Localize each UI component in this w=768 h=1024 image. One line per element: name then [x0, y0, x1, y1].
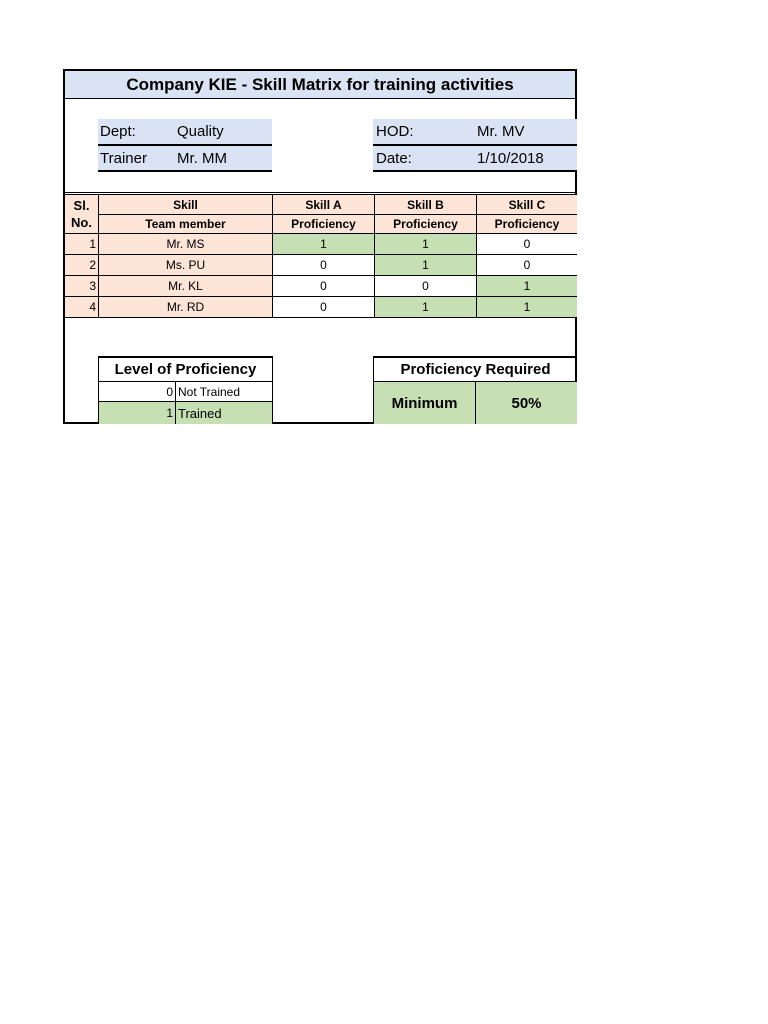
table-row-4-member: Mr. RD	[98, 296, 273, 318]
trainer-underline	[98, 170, 272, 172]
skill-c-header: Skill C	[476, 194, 577, 215]
skill-a-header: Skill A	[272, 194, 375, 215]
skill-b-header: Skill B	[374, 194, 477, 215]
table-row-1-skill-c: 0	[476, 233, 577, 255]
skill-header: Skill	[98, 194, 273, 215]
proficiency-a-header: Proficiency	[272, 214, 375, 234]
table-row-4-skill-a: 0	[272, 296, 375, 318]
table-row-4-skill-b: 1	[374, 296, 477, 318]
proficiency-required-value: 50%	[475, 381, 577, 424]
table-row-1-sl: 1	[65, 233, 99, 255]
legend-level-1: 1	[98, 401, 176, 424]
table-row-4-sl: 4	[65, 296, 99, 318]
legend-level-0: 0	[98, 381, 176, 402]
table-row-3-member: Mr. KL	[98, 275, 273, 297]
trainer-label: Trainer	[100, 149, 147, 167]
legend-label-0: Not Trained	[175, 381, 273, 402]
table-row-3-skill-c: 1	[476, 275, 577, 297]
table-row-2-skill-a: 0	[272, 254, 375, 276]
table-row-2-skill-c: 0	[476, 254, 577, 276]
proficiency-c-header: Proficiency	[476, 214, 577, 234]
table-row-2-sl: 2	[65, 254, 99, 276]
hod-row	[373, 119, 577, 144]
sl-no-header: Sl. No.	[65, 194, 99, 234]
date-row	[373, 146, 577, 170]
table-row-1-skill-a: 1	[272, 233, 375, 255]
proficiency-required-title: Proficiency Required	[373, 356, 577, 382]
date-value: 1/10/2018	[477, 149, 544, 167]
skill-matrix-sheet	[63, 69, 577, 424]
table-row-4-skill-c: 1	[476, 296, 577, 318]
legend-label-1: Trained	[175, 401, 273, 424]
date-label: Date:	[376, 149, 412, 167]
dept-row	[98, 119, 272, 144]
proficiency-required-label: Minimum	[373, 381, 476, 424]
table-row-1-member: Mr. MS	[98, 233, 273, 255]
table-row-3-skill-b: 0	[374, 275, 477, 297]
date-underline	[373, 170, 577, 172]
table-row-2-skill-b: 1	[374, 254, 477, 276]
table-row-1-skill-b: 1	[374, 233, 477, 255]
table-row-2-member: Ms. PU	[98, 254, 273, 276]
dept-label: Dept:	[100, 123, 136, 140]
hod-value: Mr. MV	[477, 123, 525, 140]
page-title: Company KIE - Skill Matrix for training activities	[65, 71, 575, 99]
legend-title: Level of Proficiency	[98, 356, 273, 382]
trainer-value: Mr. MM	[177, 149, 227, 167]
dept-value: Quality	[177, 123, 224, 140]
team-member-header: Team member	[98, 214, 273, 234]
table-row-3-sl: 3	[65, 275, 99, 297]
table-row-3-skill-a: 0	[272, 275, 375, 297]
matrix-bottom-divider	[65, 317, 575, 318]
hod-label: HOD:	[376, 123, 414, 140]
trainer-row	[98, 146, 272, 170]
proficiency-b-header: Proficiency	[374, 214, 477, 234]
matrix-top-divider	[65, 192, 575, 193]
